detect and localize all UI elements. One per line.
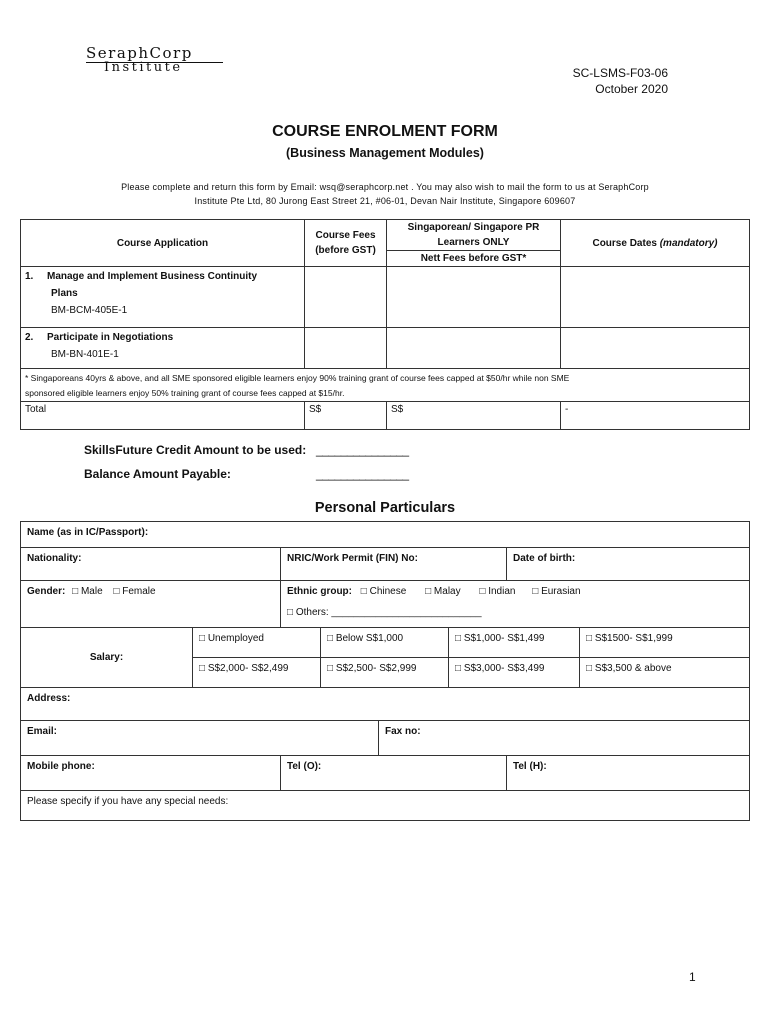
checkbox-icon: □ [455, 663, 462, 674]
tel-office-field[interactable]: Tel (O): [281, 756, 507, 791]
fax-field[interactable]: Fax no: [379, 721, 750, 756]
checkbox-icon: □ [479, 586, 486, 597]
course-1-title [25, 269, 300, 284]
email-field[interactable]: Email: [21, 721, 379, 756]
salary-option-5[interactable] [193, 658, 321, 688]
header-fees-line-2: (before GST) [315, 245, 376, 256]
salary-option-6[interactable] [321, 658, 449, 688]
salary-option-1[interactable] [193, 628, 321, 658]
header-nett-fees: Nett Fees before GST* [387, 251, 561, 267]
course-1-fees-cell[interactable] [305, 267, 387, 328]
gender-female-option[interactable] [113, 586, 155, 597]
ethnic-others-option[interactable] [287, 605, 743, 620]
salary-label: Salary: [21, 628, 193, 688]
personal-particulars-title: Personal Particulars [314, 500, 456, 516]
checkbox-icon: □ [327, 663, 334, 674]
salary-option-3-label: S$1,000- S$1,499 [463, 633, 545, 644]
document-date: October 2020 [595, 82, 668, 96]
header-course-application: Course Application [21, 220, 305, 267]
course-2-number: 2. [25, 332, 34, 343]
salary-option-5-label: S$2,000- S$2,499 [207, 663, 289, 674]
header-dates-main: Course Dates [592, 237, 660, 249]
special-needs-field[interactable]: Please specify if you have any special needs: [21, 791, 750, 821]
course-2-nett-cell[interactable] [387, 328, 561, 369]
course-2-title [25, 330, 300, 345]
checkbox-icon: □ [360, 586, 367, 597]
salary-option-6-label: S$2,500- S$2,999 [335, 663, 417, 674]
mobile-phone-field[interactable]: Mobile phone: [21, 756, 281, 791]
checkbox-icon: □ [287, 607, 294, 618]
personal-particulars-table [20, 521, 750, 821]
salary-option-8-label: S$3,500 & above [594, 663, 672, 674]
ethnic-indian-label: Indian [488, 586, 516, 597]
header-sg-learners [387, 220, 561, 251]
checkbox-icon: □ [425, 586, 432, 597]
total-label: Total [21, 402, 305, 430]
ethnic-label: Ethnic group: [287, 586, 352, 597]
skillsfuture-row [84, 438, 409, 462]
logo-line-2: Institute [104, 60, 183, 75]
salary-option-8[interactable] [580, 658, 750, 688]
balance-amount-field[interactable]: _______________ [316, 467, 409, 481]
form-subtitle: (Business Management Modules) [286, 146, 484, 160]
salary-option-7[interactable] [449, 658, 580, 688]
checkbox-icon: □ [327, 633, 334, 644]
document-code: SC-LSMS-F03-06 [572, 66, 668, 80]
gender-female-label: Female [122, 586, 156, 597]
course-1-code: BM-BCM-405E-1 [51, 305, 128, 316]
course-1-dates-cell[interactable] [561, 267, 750, 328]
ethnic-chinese-option[interactable] [361, 586, 407, 597]
checkbox-icon: □ [72, 586, 79, 597]
document-reference [573, 65, 668, 97]
header-sg-line-2: Learners ONLY [437, 237, 510, 248]
payment-section [84, 438, 409, 486]
ethnic-malay-option[interactable] [425, 586, 461, 597]
salary-option-4[interactable] [580, 628, 750, 658]
gender-male-option[interactable] [72, 586, 103, 597]
course-2-fees-cell[interactable] [305, 328, 387, 369]
checkbox-icon: □ [586, 633, 593, 644]
course-1-nett-cell[interactable] [387, 267, 561, 328]
grant-note [21, 369, 750, 402]
course-1-name-line-2: Plans [51, 288, 78, 299]
course-2-name-line-1: Participate in Negotiations [47, 332, 174, 343]
header-sg-line-1: Singaporean/ Singapore PR [407, 222, 540, 233]
grant-note-line-1: * Singaporeans 40yrs & above, and all SME sponsored eligible learners enjoy 90% training grant of course fees capped at $50/hr while non SME [25, 373, 570, 383]
seraphcorp-logo [86, 46, 226, 74]
ethnic-eurasian-label: Eurasian [541, 586, 581, 597]
checkbox-icon: □ [532, 586, 539, 597]
ethnic-cell [281, 581, 750, 628]
page-number: 1 [689, 970, 696, 984]
ethnic-eurasian-option[interactable] [532, 586, 580, 597]
salary-option-3[interactable] [449, 628, 580, 658]
checkbox-icon: □ [586, 663, 593, 674]
tel-home-field[interactable]: Tel (H): [507, 756, 750, 791]
header-course-dates [561, 220, 750, 267]
gender-label: Gender: [27, 586, 66, 597]
checkbox-icon: □ [113, 586, 120, 597]
header-fees-line-1: Course Fees [315, 230, 376, 241]
balance-row [84, 462, 409, 486]
instructions [70, 180, 700, 208]
course-row-1 [21, 267, 305, 328]
nric-field[interactable]: NRIC/Work Permit (FIN) No: [281, 548, 507, 581]
salary-option-7-label: S$3,000- S$3,499 [463, 663, 545, 674]
course-table [20, 219, 750, 430]
salary-option-2-label: Below S$1,000 [335, 633, 404, 644]
checkbox-icon: □ [199, 633, 206, 644]
checkbox-icon: □ [199, 663, 206, 674]
balance-label: Balance Amount Payable: [84, 467, 231, 481]
checkbox-icon: □ [455, 633, 462, 644]
total-nett-cell[interactable]: S$ [387, 402, 561, 430]
address-field[interactable]: Address: [21, 688, 750, 721]
salary-option-4-label: S$1500- S$1,999 [594, 633, 673, 644]
grant-note-line-2: sponsored eligible learners enjoy 50% training grant of course fees capped at $15/hr. [25, 388, 345, 398]
ethnic-indian-option[interactable] [479, 586, 515, 597]
gender-male-label: Male [80, 586, 103, 597]
form-title: COURSE ENROLMENT FORM [272, 123, 498, 140]
course-2-dates-cell[interactable] [561, 328, 750, 369]
header-course-fees [305, 220, 387, 267]
total-dates-cell[interactable]: - [561, 402, 750, 430]
course-1-number: 1. [25, 271, 34, 282]
skillsfuture-amount-field[interactable]: _______________ [316, 443, 409, 457]
gender-cell [21, 581, 281, 628]
name-field[interactable]: Name (as in IC/Passport): [21, 522, 750, 548]
header-dates-note: (mandatory) [659, 237, 718, 249]
instructions-line-1: Please complete and return this form by Email: wsq@seraphcorp.net . You may also wish to mail the form to us at SeraphCorp [121, 182, 649, 192]
logo-rule [86, 62, 223, 63]
ethnic-others-label: Others: ___________________________ [295, 607, 482, 618]
logo-line-1: SeraphCorp [86, 44, 193, 62]
salary-option-1-label: Unemployed [207, 633, 264, 644]
course-row-2 [21, 328, 305, 369]
instructions-line-2: Institute Pte Ltd, 80 Jurong East Street 21, #06-01, Devan Nair Institute, Singapore 609607 [194, 196, 576, 206]
salary-option-2[interactable] [321, 628, 449, 658]
dob-field[interactable]: Date of birth: [507, 548, 750, 581]
course-2-code: BM-BN-401E-1 [51, 349, 119, 360]
nationality-field[interactable]: Nationality: [21, 548, 281, 581]
ethnic-malay-label: Malay [433, 586, 461, 597]
total-fees-cell[interactable]: S$ [305, 402, 387, 430]
skillsfuture-label: SkillsFuture Credit Amount to be used: [84, 443, 307, 457]
course-1-name-line-1: Manage and Implement Business Continuity [47, 271, 258, 282]
ethnic-chinese-label: Chinese [369, 586, 407, 597]
